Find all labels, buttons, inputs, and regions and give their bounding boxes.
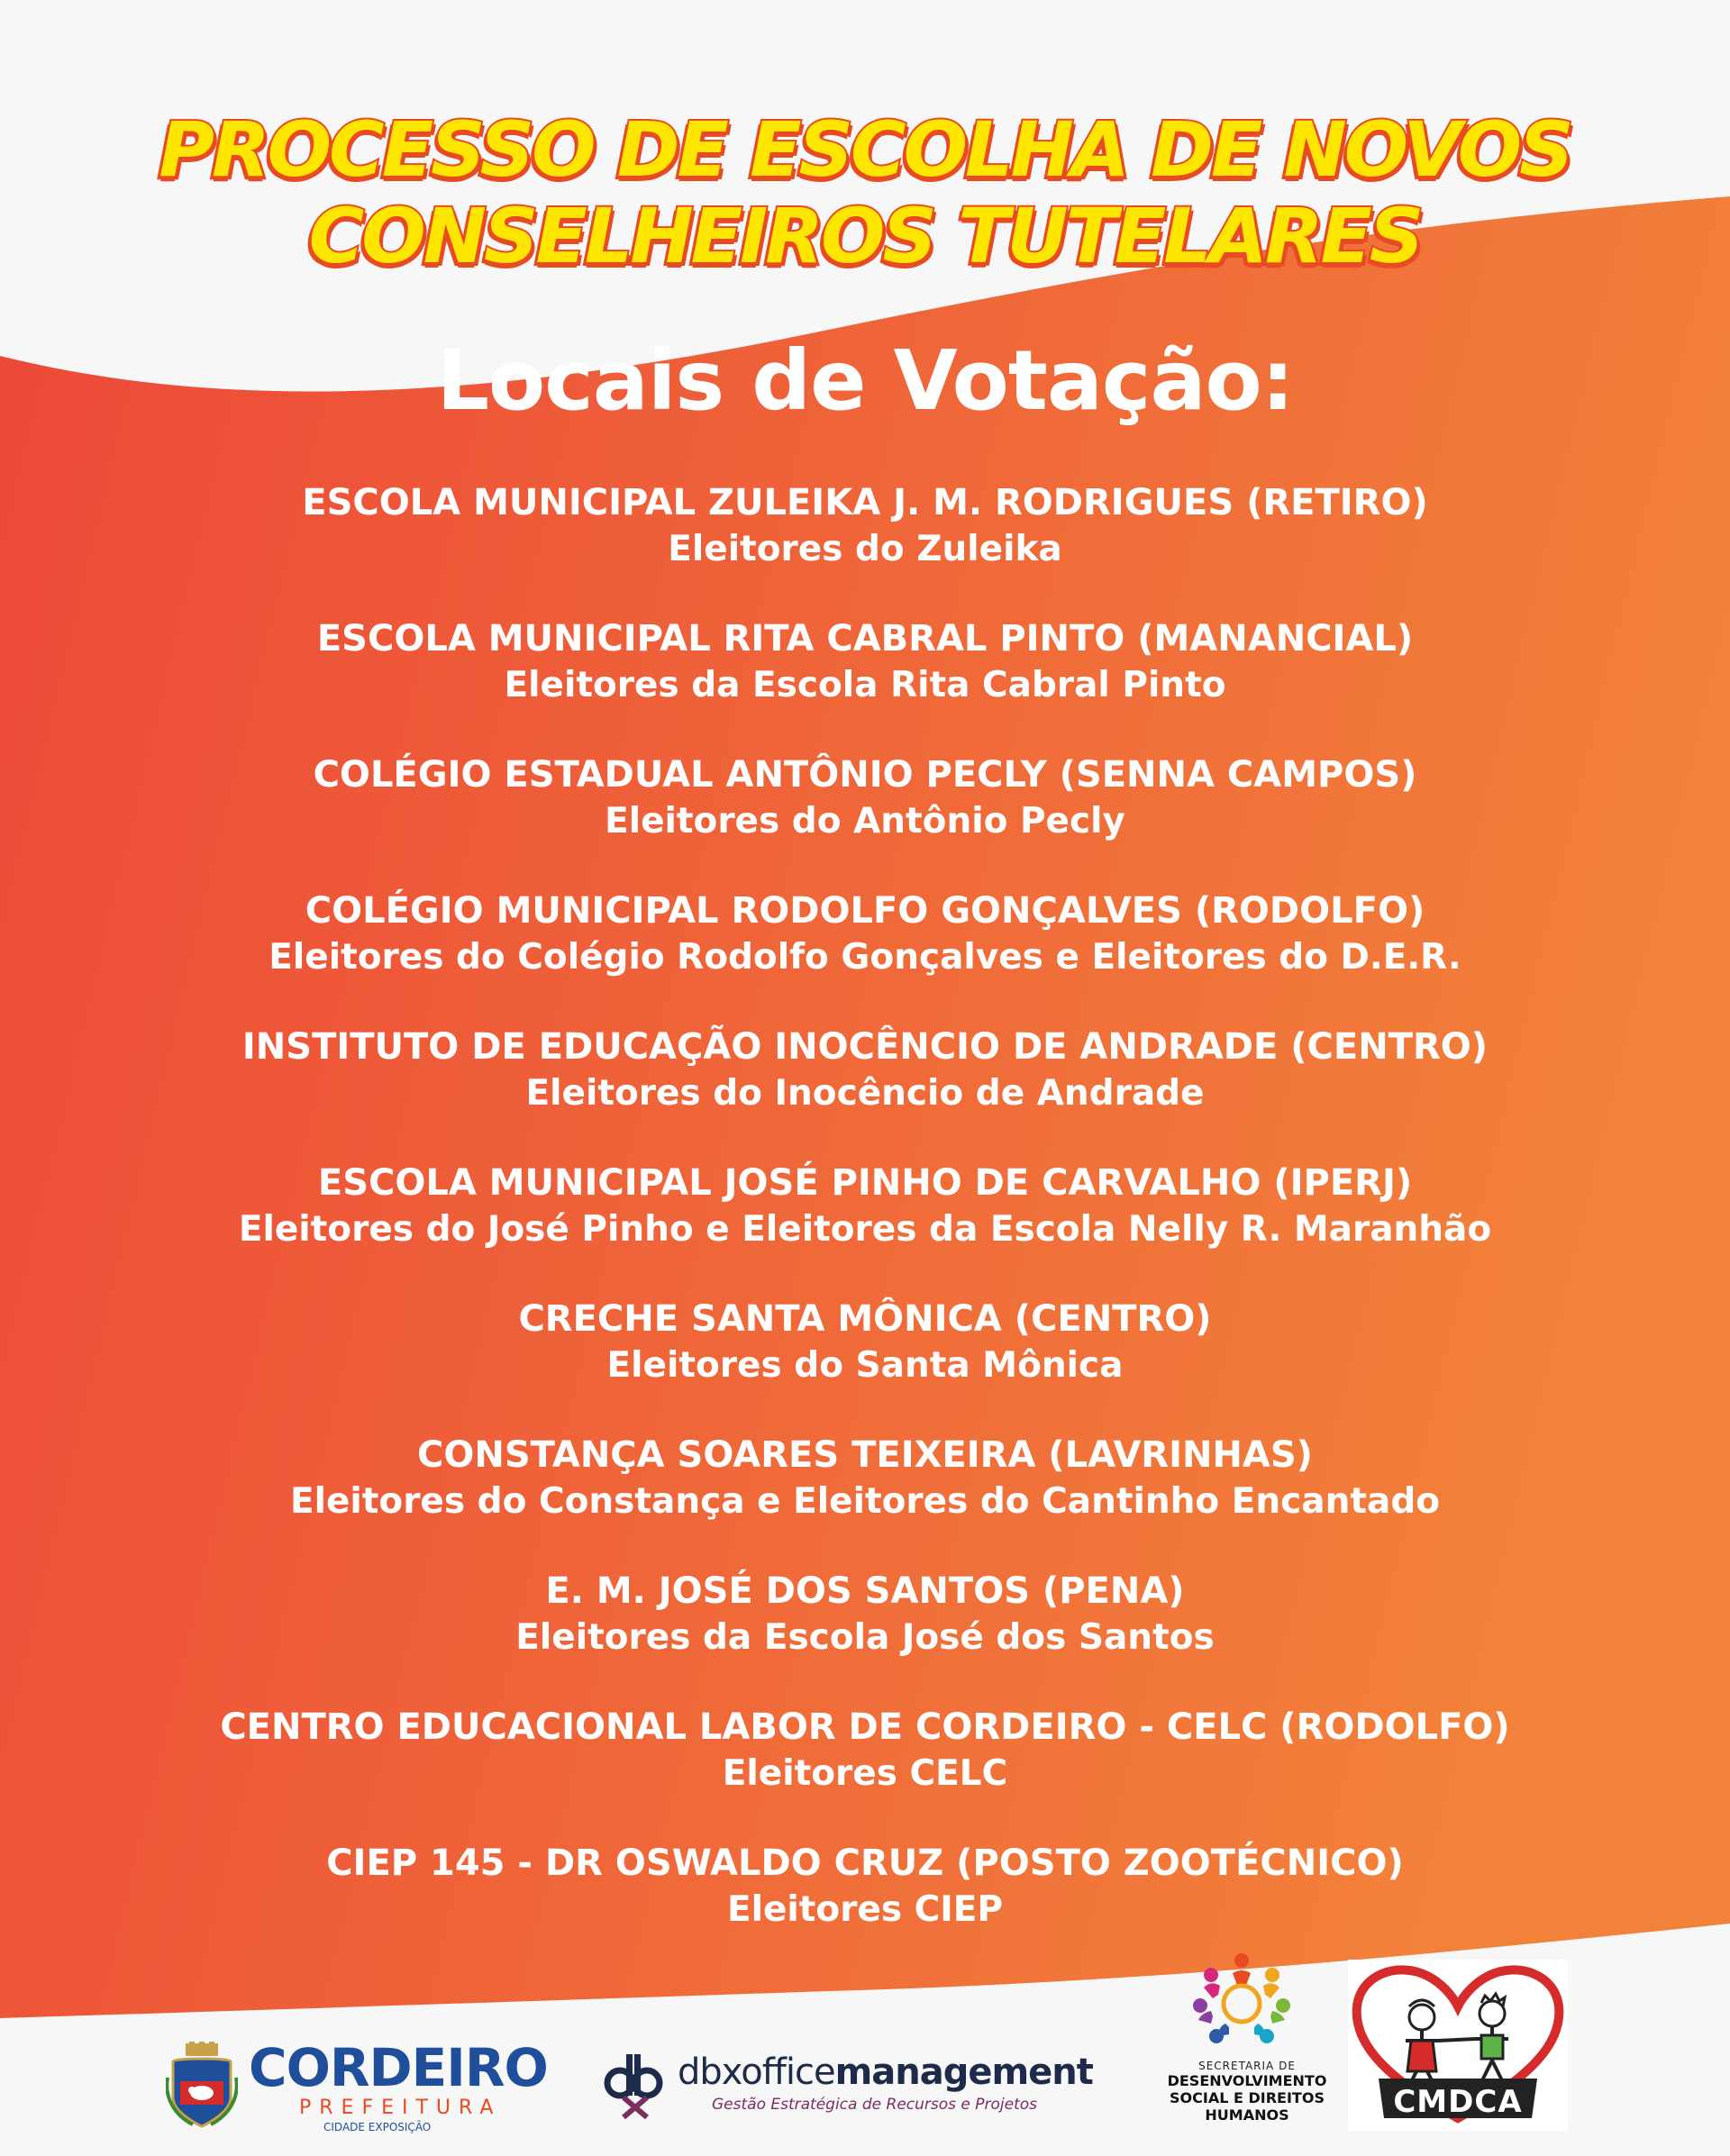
dbx-wordmark-regular: dbxoffice — [678, 2051, 835, 2093]
location-voters: Eleitores CIEP — [726, 1889, 1004, 1930]
location-item — [0, 1160, 1730, 1296]
location-item — [0, 1023, 1730, 1160]
location-voters: Eleitores do Constança e Eleitores do Cantinho Encantado — [289, 1481, 1441, 1522]
section-heading: Locais de Votação: — [436, 332, 1294, 429]
secretaria-name-line-1: DESENVOLVIMENTO — [1167, 2072, 1327, 2089]
dbx-wordmark — [678, 2051, 1093, 2094]
location-item — [0, 1704, 1730, 1840]
dbx-mark-icon — [602, 2051, 667, 2119]
cordeiro-prefeitura-label: PREFEITURA — [299, 2097, 502, 2119]
cordeiro-wordmark: CORDEIRO — [249, 2037, 548, 2098]
location-voters: Eleitores do Inocêncio de Andrade — [525, 1073, 1205, 1114]
location-item — [0, 1432, 1730, 1568]
location-voters: Eleitores do Santa Mônica — [606, 1345, 1124, 1386]
location-name: CONSTANÇA SOARES TEIXEIRA (LAVRINHAS) — [417, 1434, 1313, 1476]
page-title — [0, 106, 1730, 279]
secretaria-name-line-3: HUMANOS — [1205, 2106, 1289, 2124]
location-voters: Eleitores da Escola Rita Cabral Pinto — [504, 665, 1226, 705]
dbx-office-management-logo — [602, 2051, 1093, 2123]
location-name: ESCOLA MUNICIPAL JOSÉ PINHO DE CARVALHO (IPERJ) — [317, 1162, 1413, 1204]
location-item — [0, 1296, 1730, 1432]
location-item — [0, 1568, 1730, 1704]
location-name: E. M. JOSÉ DOS SANTOS (PENA) — [545, 1570, 1185, 1612]
location-name: CIEP 145 - DR OSWALDO CRUZ (POSTO ZOOTÉCNICO) — [326, 1842, 1404, 1884]
location-voters: Eleitores do Colégio Rodolfo Gonçalves e Eleitores do D.E.R. — [269, 937, 1461, 978]
location-voters: Eleitores do José Pinho e Eleitores da Escola Nelly R. Maranhão — [238, 1209, 1492, 1250]
location-item — [0, 479, 1730, 615]
location-voters: Eleitores CELC — [722, 1753, 1008, 1794]
location-name: CENTRO EDUCACIONAL LABOR DE CORDEIRO - CELC (RODOLFO) — [220, 1706, 1510, 1748]
location-item — [0, 615, 1730, 751]
people-circle-icon — [1188, 1948, 1296, 2056]
title-line-2: CONSELHEIROS TUTELARES — [308, 192, 1422, 280]
dbx-wordmark-bold: management — [834, 2051, 1093, 2093]
secretaria-logo — [1148, 1948, 1346, 2128]
dbx-tagline: Gestão Estratégica de Recursos e Projetos — [712, 2096, 1038, 2114]
location-item — [0, 887, 1730, 1023]
location-name: COLÉGIO MUNICIPAL RODOLFO GONÇALVES (RODOLFO) — [305, 890, 1425, 932]
cordeiro-tagline: CIDADE EXPOSIÇÃO — [323, 2121, 432, 2133]
location-name: CRECHE SANTA MÔNICA (CENTRO) — [518, 1298, 1212, 1340]
location-item — [0, 751, 1730, 887]
location-item — [0, 1840, 1730, 1976]
secretaria-top-label: SECRETARIA DE — [1198, 2060, 1296, 2072]
location-name: ESCOLA MUNICIPAL ZULEIKA J. M. RODRIGUES (RETIRO) — [302, 482, 1428, 523]
secretaria-name — [1148, 2072, 1346, 2124]
voting-locations-list — [0, 479, 1730, 1976]
cordeiro-prefeitura-logo — [166, 2037, 548, 2137]
location-voters: Eleitores do Zuleika — [668, 529, 1062, 569]
location-voters: Eleitores do Antônio Pecly — [605, 801, 1125, 841]
location-name: ESCOLA MUNICIPAL RITA CABRAL PINTO (MANANCIAL) — [316, 618, 1414, 660]
location-name: COLÉGIO ESTADUAL ANTÔNIO PECLY (SENNA CAMPOS) — [313, 754, 1417, 796]
cmdca-label: CMDCA — [1393, 2084, 1523, 2120]
location-name: INSTITUTO DE EDUCAÇÃO INOCÊNCIO DE ANDRADE (CENTRO) — [241, 1026, 1489, 1068]
title-line-1: PROCESSO DE ESCOLHA DE NOVOS — [159, 105, 1571, 194]
cordeiro-crest-icon — [166, 2042, 238, 2132]
secretaria-name-line-2: SOCIAL E DIREITOS — [1170, 2089, 1325, 2106]
cmdca-logo — [1348, 1960, 1568, 2131]
location-voters: Eleitores da Escola José dos Santos — [515, 1617, 1215, 1658]
